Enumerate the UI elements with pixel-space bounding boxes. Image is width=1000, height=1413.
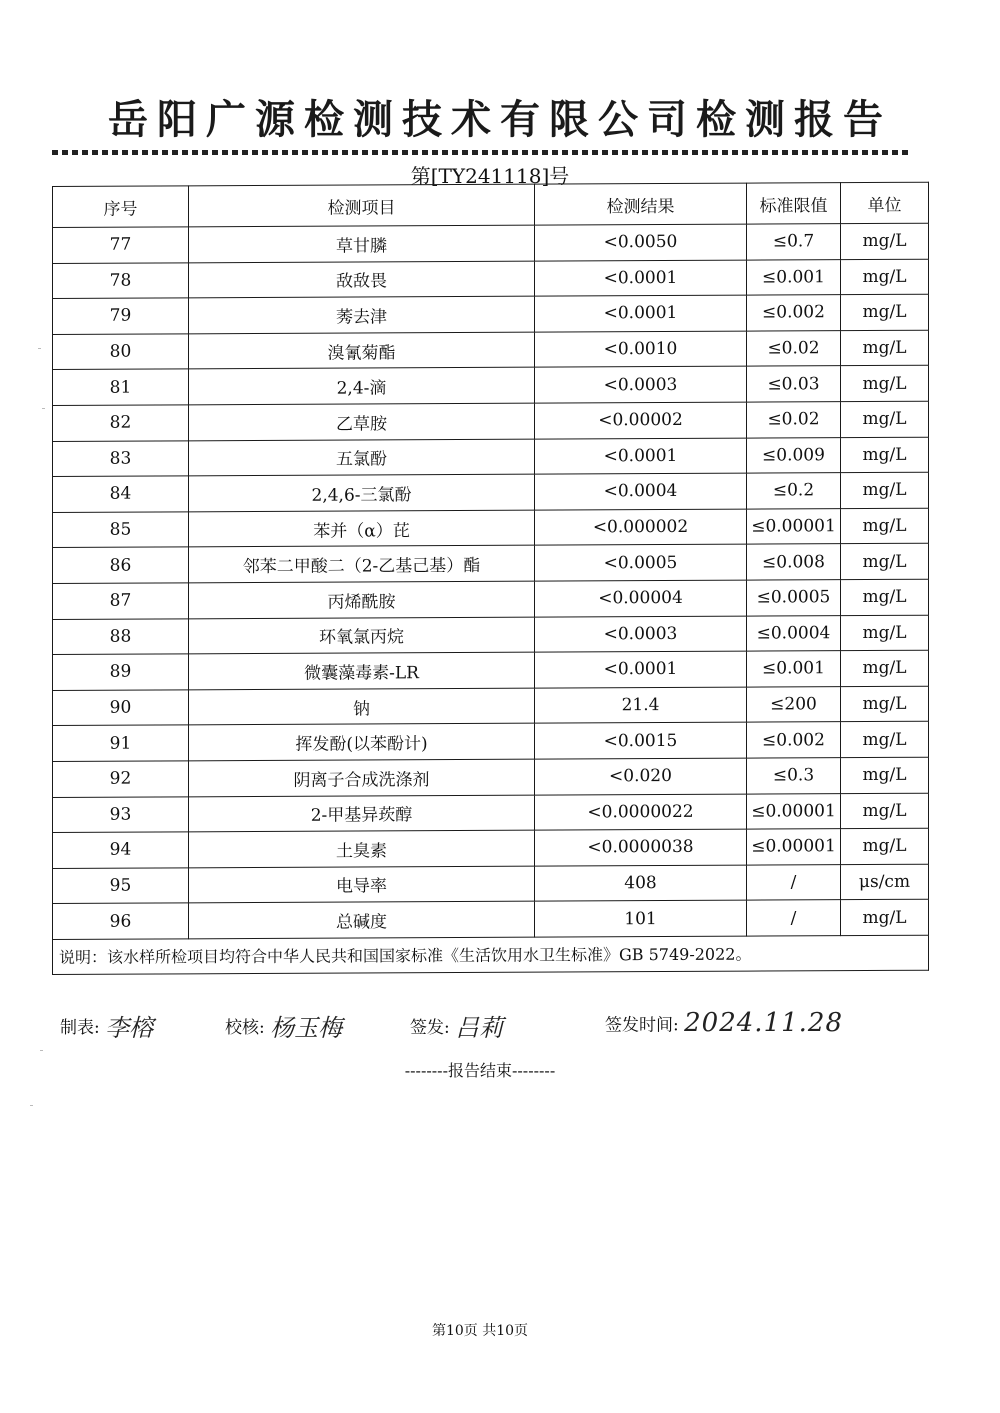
scan-speck bbox=[38, 348, 41, 349]
cell-item: 钠 bbox=[189, 688, 535, 725]
signature-block bbox=[60, 1008, 920, 1048]
cell-unit: mg/L bbox=[841, 722, 929, 758]
cell-unit: μs/cm bbox=[841, 864, 929, 900]
cell-unit: mg/L bbox=[841, 757, 929, 793]
cell-result: <0.0015 bbox=[535, 722, 747, 759]
page-footer: 第10页 共10页 bbox=[431, 1323, 529, 1339]
cell-result: <0.020 bbox=[535, 758, 747, 795]
cell-item: 阴离子合成洗涤剂 bbox=[189, 759, 535, 796]
cell-item: 2,4,6-三氯酚 bbox=[189, 474, 535, 511]
cell-seq: 78 bbox=[53, 262, 189, 298]
table-row bbox=[53, 722, 929, 762]
table-header-row bbox=[53, 182, 929, 227]
cell-result: <0.0001 bbox=[535, 295, 747, 332]
cell-seq: 82 bbox=[53, 405, 189, 441]
cell-result: <0.0001 bbox=[535, 651, 747, 688]
cell-seq: 87 bbox=[53, 583, 189, 619]
table-row bbox=[53, 793, 929, 833]
table-row bbox=[53, 223, 929, 263]
checked-label: 校核: bbox=[225, 1018, 265, 1038]
cell-item: 2-甲基异莰醇 bbox=[189, 795, 535, 832]
cell-limit: ≤0.00001 bbox=[747, 508, 841, 544]
cell-limit: ≤0.7 bbox=[747, 224, 841, 260]
col-header-item: 检测项目 bbox=[189, 184, 535, 227]
issue-date bbox=[605, 1008, 843, 1038]
table-row bbox=[53, 472, 929, 512]
scan-speck bbox=[30, 1105, 33, 1106]
report-number: 第[TY241118]号 bbox=[410, 164, 570, 188]
cell-item: 挥发酚(以苯酚计) bbox=[189, 723, 535, 760]
cell-limit: ≤0.002 bbox=[747, 722, 841, 758]
cell-limit: / bbox=[747, 864, 841, 900]
cell-unit: mg/L bbox=[841, 544, 929, 580]
approved-by bbox=[410, 1008, 503, 1043]
cell-limit: ≤0.001 bbox=[747, 259, 841, 295]
cell-limit: ≤0.02 bbox=[747, 330, 841, 366]
approved-signature: 吕莉 bbox=[455, 1014, 504, 1042]
note-row bbox=[53, 935, 929, 974]
cell-seq: 81 bbox=[53, 369, 189, 405]
results-table bbox=[52, 182, 929, 975]
cell-result: <0.00004 bbox=[535, 580, 747, 617]
cell-limit: ≤0.008 bbox=[747, 544, 841, 580]
cell-seq: 90 bbox=[53, 690, 189, 726]
cell-result: 21.4 bbox=[535, 687, 747, 724]
cell-unit: mg/L bbox=[841, 828, 929, 864]
table-row bbox=[53, 828, 929, 868]
cell-seq: 95 bbox=[53, 868, 189, 904]
table-row bbox=[53, 259, 929, 299]
table-row bbox=[53, 330, 929, 370]
cell-seq: 94 bbox=[53, 832, 189, 868]
cell-item: 邻苯二甲酸二（2-乙基己基）酯 bbox=[189, 545, 535, 582]
cell-item: 环氧氯丙烷 bbox=[189, 617, 535, 654]
cell-limit: / bbox=[747, 900, 841, 936]
cell-result: 408 bbox=[535, 865, 747, 902]
cell-limit: ≤0.0005 bbox=[747, 580, 841, 616]
cell-unit: mg/L bbox=[841, 472, 929, 508]
cell-unit: mg/L bbox=[841, 401, 929, 437]
cell-result: <0.0000038 bbox=[535, 829, 747, 866]
date-signature: 2024.11.28 bbox=[684, 1008, 844, 1038]
table-row bbox=[53, 650, 929, 690]
scan-speck bbox=[42, 408, 45, 409]
table-row bbox=[53, 366, 929, 406]
prepared-by bbox=[60, 1008, 153, 1043]
cell-item: 莠去津 bbox=[189, 296, 535, 333]
cell-limit: ≤0.002 bbox=[747, 295, 841, 331]
cell-unit: mg/L bbox=[841, 579, 929, 615]
table-row bbox=[53, 579, 929, 619]
col-header-unit: 单位 bbox=[841, 182, 929, 223]
report-title: 岳阳广源检测技术有限公司检测报告 bbox=[108, 97, 892, 143]
cell-limit: ≤0.03 bbox=[747, 366, 841, 402]
cell-seq: 96 bbox=[53, 903, 189, 939]
cell-unit: mg/L bbox=[841, 508, 929, 544]
cell-item: 苯并（α）芘 bbox=[189, 510, 535, 547]
cell-seq: 91 bbox=[53, 725, 189, 761]
cell-item: 乙草胺 bbox=[189, 403, 535, 440]
cell-result: <0.0001 bbox=[535, 260, 747, 297]
table-body bbox=[53, 223, 929, 939]
cell-item: 土臭素 bbox=[189, 830, 535, 867]
cell-item: 溴氰菊酯 bbox=[189, 332, 535, 369]
cell-seq: 88 bbox=[53, 618, 189, 654]
cell-result: <0.0010 bbox=[535, 331, 747, 368]
col-header-limit: 标准限值 bbox=[747, 183, 841, 224]
cell-item: 草甘膦 bbox=[189, 225, 535, 262]
conformity-note: 说明：该水样所检项目均符合中华人民共和国国家标准《生活饮用水卫生标准》GB 5749-2022。 bbox=[53, 935, 929, 974]
cell-seq: 85 bbox=[53, 512, 189, 548]
cell-result: <0.000002 bbox=[535, 509, 747, 546]
cell-item: 2,4-滴 bbox=[189, 368, 535, 405]
cell-seq: 79 bbox=[53, 298, 189, 334]
cell-unit: mg/L bbox=[841, 366, 929, 402]
cell-seq: 77 bbox=[53, 227, 189, 263]
cell-limit: ≤0.0004 bbox=[747, 615, 841, 651]
approved-label: 签发: bbox=[410, 1018, 450, 1038]
table-row bbox=[53, 864, 929, 904]
cell-seq: 86 bbox=[53, 547, 189, 583]
table-row bbox=[53, 686, 929, 726]
table-row bbox=[53, 437, 929, 477]
table-row bbox=[53, 401, 929, 441]
cell-unit: mg/L bbox=[841, 330, 929, 366]
cell-limit: ≤0.009 bbox=[747, 437, 841, 473]
cell-unit: mg/L bbox=[841, 793, 929, 829]
cell-result: <0.0003 bbox=[535, 366, 747, 403]
cell-unit: mg/L bbox=[841, 259, 929, 295]
table-row bbox=[53, 294, 929, 334]
prepared-signature: 李榕 bbox=[105, 1014, 154, 1042]
cell-item: 总碱度 bbox=[189, 901, 535, 938]
cell-unit: mg/L bbox=[841, 650, 929, 686]
cell-seq: 92 bbox=[53, 761, 189, 797]
col-header-result: 检测结果 bbox=[535, 183, 747, 225]
cell-item: 五氯酚 bbox=[189, 439, 535, 476]
cell-unit: mg/L bbox=[841, 686, 929, 722]
table-row bbox=[53, 544, 929, 584]
cell-result: <0.0001 bbox=[535, 438, 747, 475]
table-row bbox=[53, 757, 929, 797]
cell-limit: ≤0.00001 bbox=[747, 829, 841, 865]
cell-seq: 80 bbox=[53, 334, 189, 370]
cell-limit: ≤0.02 bbox=[747, 402, 841, 438]
cell-result: <0.0005 bbox=[535, 544, 747, 581]
cell-result: <0.00002 bbox=[535, 402, 747, 439]
cell-unit: mg/L bbox=[841, 615, 929, 651]
cell-item: 敌敌畏 bbox=[189, 261, 535, 298]
cell-limit: ≤0.001 bbox=[747, 651, 841, 687]
table-row bbox=[53, 508, 929, 548]
scan-speck bbox=[40, 1050, 43, 1051]
table-row bbox=[53, 899, 929, 939]
cell-result: <0.0000022 bbox=[535, 794, 747, 831]
cell-result: <0.0050 bbox=[535, 224, 747, 261]
cell-unit: mg/L bbox=[841, 294, 929, 330]
checked-signature: 杨玉梅 bbox=[270, 1014, 343, 1042]
cell-result: <0.0003 bbox=[535, 616, 747, 653]
checked-by bbox=[225, 1008, 342, 1043]
date-label: 签发时间: bbox=[605, 1015, 679, 1036]
cell-result: <0.0004 bbox=[535, 473, 747, 510]
cell-limit: ≤0.00001 bbox=[747, 793, 841, 829]
prepared-label: 制表: bbox=[60, 1018, 100, 1038]
title-dotted-divider bbox=[52, 150, 912, 155]
cell-seq: 84 bbox=[53, 476, 189, 512]
cell-limit: ≤0.2 bbox=[747, 473, 841, 509]
table-row bbox=[53, 615, 929, 655]
cell-limit: ≤200 bbox=[747, 686, 841, 722]
cell-unit: mg/L bbox=[841, 899, 929, 935]
cell-unit: mg/L bbox=[841, 437, 929, 473]
cell-seq: 93 bbox=[53, 796, 189, 832]
cell-result: 101 bbox=[535, 900, 747, 937]
col-header-seq: 序号 bbox=[53, 186, 189, 228]
cell-item: 电导率 bbox=[189, 866, 535, 903]
cell-seq: 83 bbox=[53, 440, 189, 476]
report-end-marker: --------报告结束-------- bbox=[404, 1061, 556, 1080]
cell-item: 微囊藻毒素-LR bbox=[189, 652, 535, 689]
cell-item: 丙烯酰胺 bbox=[189, 581, 535, 618]
cell-unit: mg/L bbox=[841, 223, 929, 259]
cell-seq: 89 bbox=[53, 654, 189, 690]
cell-limit: ≤0.3 bbox=[747, 758, 841, 794]
